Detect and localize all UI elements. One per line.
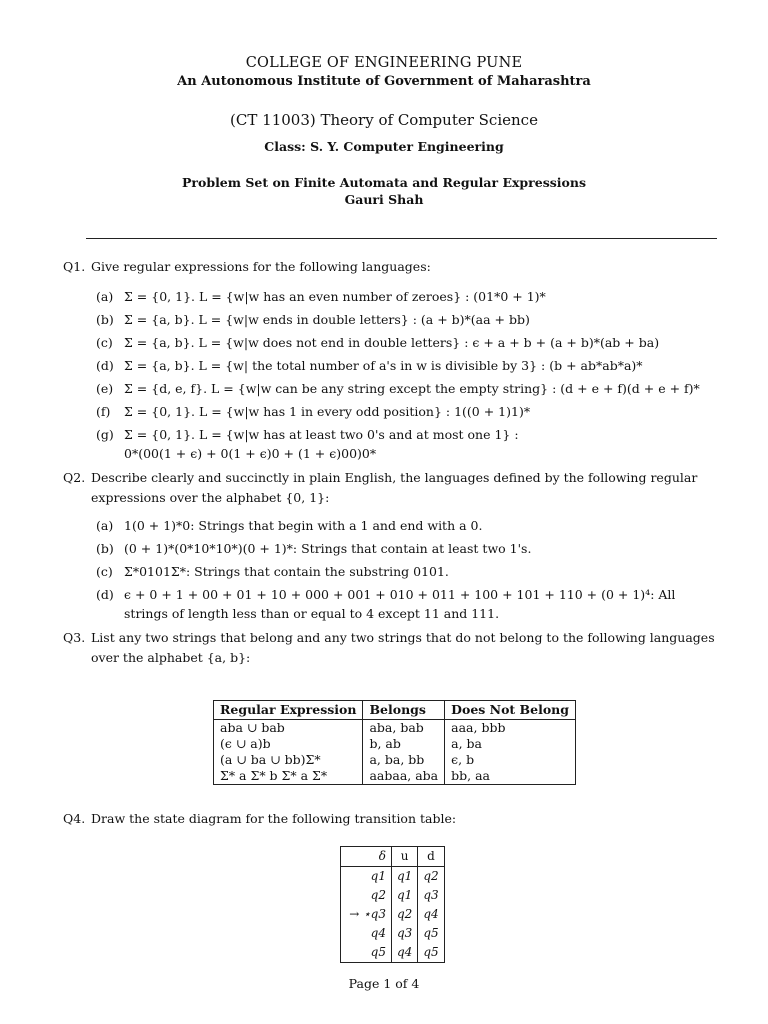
q4-table-container bbox=[340, 846, 445, 963]
question-text: List any two strings that belong and any two strings that do not belong to the following languages over the alphabet {a, b}: bbox=[91, 630, 715, 665]
table-row bbox=[341, 905, 445, 924]
list-item bbox=[96, 331, 716, 354]
item-text: Σ = {a, b}. L = {w|w ends in double letters} : (a + b)*(aa + bb) bbox=[124, 312, 530, 327]
table-row bbox=[214, 768, 576, 785]
question-label: Q1. bbox=[63, 259, 86, 274]
item-text: Σ = {0, 1}. L = {w|w has at least two 0's and at most one 1} : bbox=[124, 427, 519, 442]
item-label: (c) bbox=[96, 564, 113, 579]
problem-set-title: Problem Set on Finite Automata and Regular Expressions bbox=[182, 175, 586, 190]
table-cell: q4 bbox=[392, 943, 418, 963]
table-row bbox=[341, 943, 445, 963]
column-header: u bbox=[392, 847, 418, 867]
table-header-row bbox=[341, 847, 445, 867]
list-item bbox=[96, 537, 716, 560]
q1-items bbox=[96, 285, 716, 463]
state-cell: q1 bbox=[341, 867, 392, 887]
table-cell: (a ∪ ba ∪ bb)Σ* bbox=[214, 752, 363, 768]
item-label: (f) bbox=[96, 404, 111, 419]
item-text: Σ = {a, b}. L = {w| the total number of a's in w is divisible by 3} : (b + ab*ab*a)* bbox=[124, 358, 643, 373]
state-cell: q4 bbox=[341, 924, 392, 943]
table-cell: q5 bbox=[418, 943, 444, 963]
table-cell: (ϵ ∪ a)b bbox=[214, 736, 363, 752]
state-cell: → ⋆q3 bbox=[341, 905, 392, 924]
course-title: (CT 11003) Theory of Computer Science bbox=[230, 111, 538, 129]
list-item bbox=[96, 400, 716, 423]
column-header: Belongs bbox=[363, 701, 445, 720]
table-cell: ϵ, b bbox=[445, 752, 576, 768]
table-cell: q2 bbox=[392, 905, 418, 924]
item-label: (d) bbox=[96, 358, 114, 373]
table-row bbox=[214, 720, 576, 737]
item-text: 1(0 + 1)*0: Strings that begin with a 1 and end with a 0. bbox=[124, 518, 483, 533]
item-label: (b) bbox=[96, 312, 114, 327]
transition-table bbox=[340, 846, 445, 963]
item-label: (b) bbox=[96, 541, 114, 556]
q3-table-container bbox=[213, 700, 576, 785]
column-header: δ bbox=[341, 847, 392, 867]
item-text: ϵ + 0 + 1 + 00 + 01 + 10 + 000 + 001 + 010 + 011 + 100 + 101 + 110 + (0 + 1)⁴: All strings of length less than or equal to 4 except 11 and 111. bbox=[124, 587, 676, 621]
item-text: (0 + 1)*(0*10*10*)(0 + 1)*: Strings that contain at least two 1's. bbox=[124, 541, 532, 556]
table-cell: Σ* a Σ* b Σ* a Σ* bbox=[214, 768, 363, 785]
table-cell: aba ∪ bab bbox=[214, 720, 363, 737]
item-label: (d) bbox=[96, 587, 114, 602]
table-cell: q1 bbox=[392, 867, 418, 887]
item-text: Σ = {0, 1}. L = {w|w has an even number of zeroes} : (01*0 + 1)* bbox=[124, 289, 546, 304]
list-item bbox=[96, 285, 716, 308]
question-3 bbox=[63, 628, 716, 668]
item-label: (e) bbox=[96, 381, 114, 396]
q3-table bbox=[213, 700, 576, 785]
list-item bbox=[96, 583, 699, 623]
table-cell: q2 bbox=[418, 867, 444, 887]
question-1 bbox=[63, 256, 703, 278]
header-divider bbox=[86, 238, 717, 239]
list-item bbox=[96, 308, 716, 331]
state-cell: q5 bbox=[341, 943, 392, 963]
item-label: (a) bbox=[96, 289, 114, 304]
table-cell: q5 bbox=[418, 924, 444, 943]
table-row bbox=[341, 867, 445, 887]
question-2 bbox=[63, 468, 716, 508]
table-cell: bb, aa bbox=[445, 768, 576, 785]
question-text: Describe clearly and succinctly in plain English, the languages defined by the following regular expressions over the alphabet {0, 1}: bbox=[91, 470, 698, 505]
table-row bbox=[214, 736, 576, 752]
table-row bbox=[341, 924, 445, 943]
list-item bbox=[96, 560, 716, 583]
list-item bbox=[96, 423, 716, 463]
table-cell: q3 bbox=[418, 886, 444, 905]
question-text: Give regular expressions for the following languages: bbox=[91, 259, 431, 274]
table-cell: aba, bab bbox=[363, 720, 445, 737]
item-text: Σ = {a, b}. L = {w|w does not end in double letters} : ϵ + a + b + (a + b)*(ab + ba) bbox=[124, 335, 660, 350]
item-label: (c) bbox=[96, 335, 113, 350]
college-name: COLLEGE OF ENGINEERING PUNE bbox=[245, 55, 523, 71]
list-item bbox=[96, 514, 716, 537]
list-item bbox=[96, 377, 716, 400]
item-text: Σ = {0, 1}. L = {w|w has 1 in every odd position} : 1((0 + 1)1)* bbox=[124, 404, 531, 419]
table-cell: aaa, bbb bbox=[445, 720, 576, 737]
column-header: d bbox=[418, 847, 444, 867]
table-cell: q3 bbox=[392, 924, 418, 943]
question-label: Q2. bbox=[63, 470, 86, 485]
class-line: Class: S. Y. Computer Engineering bbox=[264, 139, 504, 154]
table-cell: b, ab bbox=[363, 736, 445, 752]
question-text: Draw the state diagram for the following transition table: bbox=[91, 811, 457, 826]
q2-items bbox=[96, 514, 716, 623]
item-text: Σ*0101Σ*: Strings that contain the substring 0101. bbox=[124, 564, 449, 579]
page-number: Page 1 of 4 bbox=[348, 976, 420, 991]
table-cell: aabaa, aba bbox=[363, 768, 445, 785]
item-label: (g) bbox=[96, 427, 114, 442]
state-cell: q2 bbox=[341, 886, 392, 905]
question-4 bbox=[63, 808, 703, 830]
question-label: Q3. bbox=[63, 630, 86, 645]
column-header: Does Not Belong bbox=[445, 701, 576, 720]
institute-line: An Autonomous Institute of Government of Maharashtra bbox=[177, 74, 591, 89]
table-cell: q1 bbox=[392, 886, 418, 905]
list-item bbox=[96, 354, 716, 377]
table-cell: a, ba bbox=[445, 736, 576, 752]
item-text-continued: 0*(00(1 + ϵ) + 0(1 + ϵ)0 + (1 + ϵ)00)0* bbox=[124, 446, 377, 461]
item-text: Σ = {d, e, f}. L = {w|w can be any string except the empty string} : (d + e + f)(d + e + f)* bbox=[124, 381, 700, 396]
item-label: (a) bbox=[96, 518, 114, 533]
table-cell: a, ba, bb bbox=[363, 752, 445, 768]
question-label: Q4. bbox=[63, 811, 86, 826]
table-row bbox=[214, 752, 576, 768]
author-name: Gauri Shah bbox=[344, 192, 424, 207]
table-row bbox=[341, 886, 445, 905]
table-header-row bbox=[214, 701, 576, 720]
table-cell: q4 bbox=[418, 905, 444, 924]
column-header: Regular Expression bbox=[214, 701, 363, 720]
